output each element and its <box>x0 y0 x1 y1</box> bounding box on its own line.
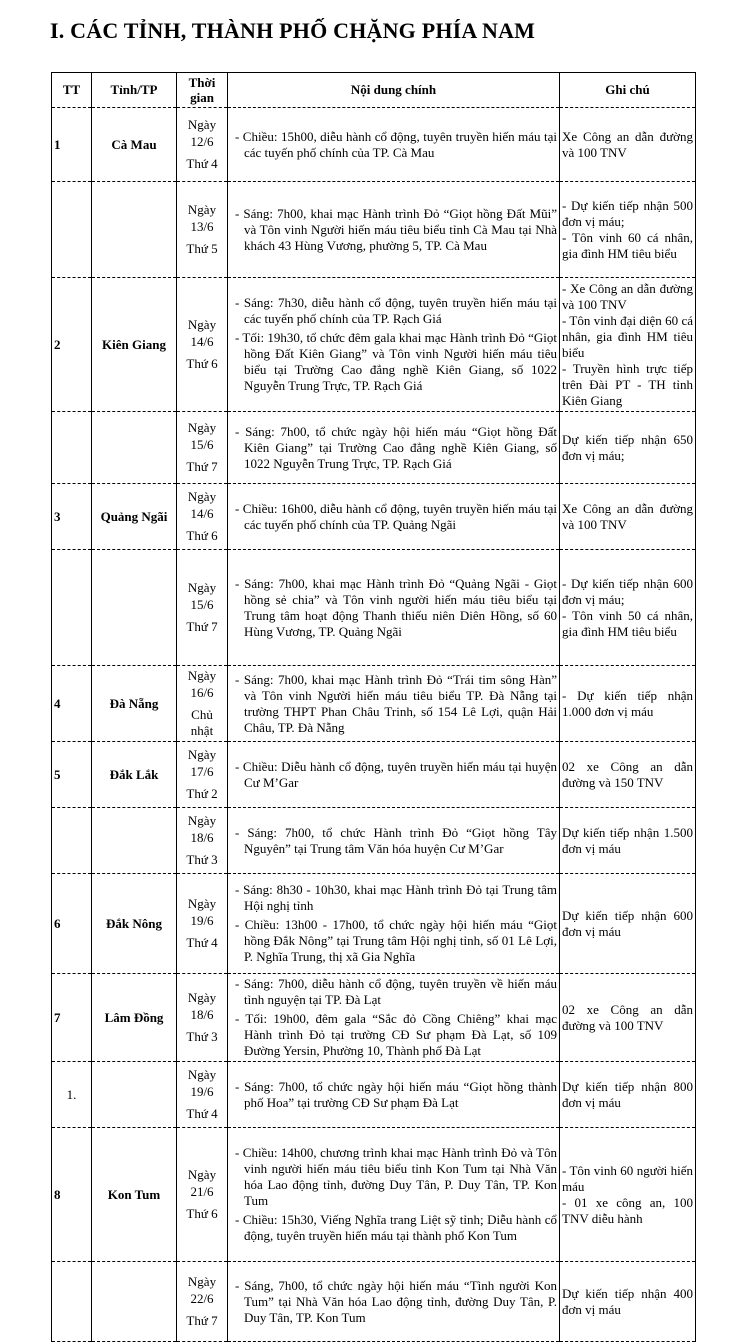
note-item: - Tôn vinh 60 cá nhân, gia đình HM tiêu biểu <box>562 229 693 261</box>
row-date-part: Ngày <box>187 1067 217 1082</box>
row-number <box>52 1262 92 1342</box>
row-time <box>177 1128 228 1262</box>
row-number: 7 <box>52 974 92 1062</box>
row-weekday: Thứ 7 <box>186 1313 218 1328</box>
row-date-part: 18/6 <box>190 1007 214 1022</box>
content-item: - Chiều: 13h00 - 17h00, tổ chức ngày hội hiến máu “Giọt hồng Đắk Nông” tại Trung tâm Hội nghị tỉnh, số 01 Lê Lợi, P. Nghĩa Trung, thị xã Gia Nghĩa <box>235 917 557 964</box>
row-province <box>92 412 177 484</box>
row-weekday: Thứ 5 <box>186 241 218 256</box>
row-date-part: 16/6 <box>190 685 214 700</box>
row-time <box>177 484 228 550</box>
note-item: 02 xe Công an dẫn đường và 150 TNV <box>562 758 693 790</box>
row-date-part: Ngày <box>187 896 217 911</box>
note-item: Xe Công an dẫn đường và 100 TNV <box>562 128 693 160</box>
row-number <box>52 412 92 484</box>
table-row <box>52 1062 696 1128</box>
row-time <box>177 874 228 974</box>
row-province: Đà Nẵng <box>92 666 177 742</box>
row-weekday: Thứ 6 <box>186 356 218 371</box>
row-number <box>52 182 92 278</box>
row-province <box>92 182 177 278</box>
note-item: - Tôn vinh 50 cá nhân, gia đình HM tiêu biểu <box>562 607 693 639</box>
note-item: Xe Công an dẫn đường và 100 TNV <box>562 500 693 532</box>
row-province: Kiên Giang <box>92 278 177 412</box>
row-date-part: Ngày <box>187 1167 217 1182</box>
row-date-part: 12/6 <box>190 134 214 149</box>
table-row <box>52 874 696 974</box>
row-weekday: Thứ 4 <box>186 1106 218 1121</box>
content-item: - Chiều: 14h00, chương trình khai mạc Hành trình Đỏ và Tôn vinh người hiến máu tiêu biểu tỉnh Kon Tum tại Nhà Văn hóa Lao động tỉnh, đường Duy Tân, P. Duy Tân, TP. Kon Tum <box>235 1145 557 1208</box>
note-item: - Tôn vinh 60 người hiến máu <box>562 1162 693 1194</box>
row-content <box>228 412 560 484</box>
row-time <box>177 666 228 742</box>
row-weekday: Thứ 2 <box>186 786 218 801</box>
table-row <box>52 1128 696 1262</box>
table-row <box>52 412 696 484</box>
row-time <box>177 974 228 1062</box>
content-item: - Sáng: 7h00, tổ chức ngày hội hiến máu “Giọt hồng thành phố Hoa” tại trường CĐ Sư phạm Đà Lạt <box>235 1078 557 1110</box>
row-weekday: Thứ 4 <box>186 935 218 950</box>
row-weekday: Thứ 3 <box>186 852 218 867</box>
note-item: - 01 xe công an, 100 TNV diễu hành <box>562 1194 693 1226</box>
row-time <box>177 1262 228 1342</box>
table-row <box>52 550 696 666</box>
row-date-part: Ngày <box>187 489 217 504</box>
note-item: 02 xe Công an dẫn đường và 100 TNV <box>562 1001 693 1033</box>
content-item: - Tối: 19h00, đêm gala “Sắc đỏ Cồng Chiêng” khai mạc Hành trình Đỏ tại trường CĐ Sư phạm Đà Lạt, số 109 Đường Yersin, Phường 10, Thành phố Đà Lạt <box>235 1011 557 1058</box>
row-number: 5 <box>52 742 92 808</box>
row-content <box>228 1128 560 1262</box>
row-time <box>177 412 228 484</box>
row-content <box>228 974 560 1062</box>
table-header-row <box>52 73 696 108</box>
table-body <box>52 108 696 1342</box>
note-item: Dự kiến tiếp nhận 1.500 đơn vị máu <box>562 824 693 856</box>
row-date-part: 18/6 <box>190 830 214 845</box>
row-time <box>177 808 228 874</box>
note-item: - Dự kiến tiếp nhận 600 đơn vị máu; <box>562 575 693 607</box>
row-date-part: Ngày <box>187 747 217 762</box>
table-row <box>52 742 696 808</box>
row-content <box>228 550 560 666</box>
content-item: - Tối: 19h30, tổ chức đêm gala khai mạc Hành trình Đỏ “Giọt hồng Đất Kiên Giang” và Tôn vinh Người hiến máu tiêu biểu tại Trường Cao đẳng nghề Kiên Giang, số 1022 Nguyễn Trung Trực, TP. Rạch Giá <box>235 330 557 393</box>
note-item: Dự kiến tiếp nhận 600 đơn vị máu <box>562 907 693 939</box>
row-time <box>177 182 228 278</box>
content-item: - Sáng: 7h00, diễu hành cổ động, tuyên truyền về hiến máu tình nguyện tại TP. Đà Lạt <box>235 976 557 1007</box>
row-content <box>228 808 560 874</box>
schedule-table <box>51 72 696 1342</box>
content-item: - Sáng: 7h00, khai mạc Hành trình Đỏ “Giọt hồng Đất Mũi” và Tôn vinh Người hiến máu tiêu biểu tỉnh Cà Mau tại Nhà khách 43 Hùng Vương, phường 5, TP. Cà Mau <box>235 205 557 253</box>
table-row <box>52 974 696 1062</box>
content-item: - Sáng: 7h00, tổ chức Hành trình Đỏ “Giọt hồng Tây Nguyên” tại Trung tâm Văn hóa huyện Cư M’Gar <box>235 824 557 856</box>
row-number <box>52 550 92 666</box>
note-item: - Dự kiến tiếp nhận 1.000 đơn vị máu <box>562 687 693 719</box>
row-note <box>560 666 696 742</box>
row-province <box>92 808 177 874</box>
note-item: - Dự kiến tiếp nhận 500 đơn vị máu; <box>562 197 693 229</box>
row-date-part: Ngày <box>187 813 217 828</box>
row-content <box>228 278 560 412</box>
row-content <box>228 484 560 550</box>
content-item: - Sáng: 7h00, khai mạc Hành trình Đỏ “Trái tim sông Hàn” và Tôn vinh Người hiến máu tiêu biểu TP. Đà Nẵng tại trường THPT Phan Châu Trinh, số 154 Lê Lợi, quận Hải Châu, TP. Đà Nẵng <box>235 671 557 735</box>
row-date-part: Ngày <box>187 1274 217 1289</box>
note-item: Dự kiến tiếp nhận 650 đơn vị máu; <box>562 431 693 463</box>
note-item: Dự kiến tiếp nhận 400 đơn vị máu <box>562 1285 693 1317</box>
header-tt: TT <box>52 73 92 108</box>
row-note <box>560 484 696 550</box>
row-number: 8 <box>52 1128 92 1262</box>
row-date-part: Ngày <box>187 317 217 332</box>
table-row <box>52 808 696 874</box>
row-date-part: 14/6 <box>190 334 214 349</box>
table-row <box>52 108 696 182</box>
row-number <box>52 808 92 874</box>
content-item: - Sáng: 8h30 - 10h30, khai mạc Hành trình Đỏ tại Trung tâm Hội nghị tỉnh <box>235 882 557 913</box>
row-date-part: 21/6 <box>190 1184 214 1199</box>
row-date-part: 14/6 <box>190 506 214 521</box>
row-province: Kon Tum <box>92 1128 177 1262</box>
note-item: - Tôn vinh đại diện 60 cá nhân, gia đình HM tiêu biểu <box>562 312 693 360</box>
row-weekday: Chủ nhật <box>190 707 214 738</box>
row-date-part: Ngày <box>187 117 217 132</box>
note-item: - Xe Công an dẫn đường và 100 TNV <box>562 280 693 312</box>
row-province <box>92 1262 177 1342</box>
row-note <box>560 1062 696 1128</box>
row-date-part: Ngày <box>187 420 217 435</box>
row-note <box>560 874 696 974</box>
row-date-part: Ngày <box>187 668 217 683</box>
row-number: 1. <box>52 1062 92 1128</box>
content-item: - Sáng: 7h00, tổ chức ngày hội hiến máu “Giọt hồng Đất Kiên Giang” tại Trường Cao đẳng nghề Kiên Giang, số 1022 Nguyễn Trung Trực, TP. Rạch Giá <box>235 423 557 471</box>
row-province: Quảng Ngãi <box>92 484 177 550</box>
row-date-part: 17/6 <box>190 764 214 779</box>
note-item: - Truyền hình trực tiếp trên Đài PT - TH tỉnh Kiên Giang <box>562 360 693 408</box>
row-content <box>228 1262 560 1342</box>
row-date-part: 19/6 <box>190 913 214 928</box>
header-content: Nội dung chính <box>228 73 560 108</box>
row-time <box>177 742 228 808</box>
row-date-part: 15/6 <box>190 597 214 612</box>
header-time: Thời gian <box>177 73 228 108</box>
row-note <box>560 1262 696 1342</box>
row-time <box>177 1062 228 1128</box>
row-content <box>228 182 560 278</box>
row-province: Lâm Đồng <box>92 974 177 1062</box>
row-province: Đắk Lắk <box>92 742 177 808</box>
row-weekday: Thứ 3 <box>186 1029 218 1044</box>
content-item: - Chiều: 15h00, diễu hành cổ động, tuyên truyền hiến máu tại các tuyến phố chính của TP. Cà Mau <box>235 128 557 160</box>
row-weekday: Thứ 4 <box>186 156 218 171</box>
content-item: - Chiều: 16h00, diễu hành cổ động, tuyên truyền hiến máu tại các tuyến phố chính của TP. Quảng Ngãi <box>235 500 557 532</box>
table-row <box>52 182 696 278</box>
row-number: 4 <box>52 666 92 742</box>
row-note <box>560 974 696 1062</box>
row-weekday: Thứ 7 <box>186 619 218 634</box>
table-row <box>52 484 696 550</box>
table-row <box>52 1262 696 1342</box>
row-note <box>560 108 696 182</box>
row-content <box>228 1062 560 1128</box>
row-province: Cà Mau <box>92 108 177 182</box>
row-note <box>560 550 696 666</box>
row-note <box>560 278 696 412</box>
row-date-part: Ngày <box>187 202 217 217</box>
note-item: Dự kiến tiếp nhận 800 đơn vị máu <box>562 1078 693 1110</box>
row-weekday: Thứ 6 <box>186 1206 218 1221</box>
header-province: Tỉnh/TP <box>92 73 177 108</box>
row-content <box>228 874 560 974</box>
row-date-part: Ngày <box>187 990 217 1005</box>
row-note <box>560 808 696 874</box>
row-date-part: Ngày <box>187 580 217 595</box>
row-content <box>228 742 560 808</box>
row-time <box>177 278 228 412</box>
row-date-part: 22/6 <box>190 1291 214 1306</box>
row-note <box>560 412 696 484</box>
row-number: 3 <box>52 484 92 550</box>
row-weekday: Thứ 7 <box>186 459 218 474</box>
header-note: Ghi chú <box>560 73 696 108</box>
row-date-part: 19/6 <box>190 1084 214 1099</box>
content-item: - Chiều: 15h30, Viếng Nghĩa trang Liệt sỹ tỉnh; Diễu hành cổ động, tuyên truyền hiến máu tại thành phố Kon Tum <box>235 1212 557 1243</box>
row-weekday: Thứ 6 <box>186 528 218 543</box>
row-note <box>560 742 696 808</box>
row-date-part: 13/6 <box>190 219 214 234</box>
row-number: 1 <box>52 108 92 182</box>
row-number: 6 <box>52 874 92 974</box>
page-title: I. CÁC TỈNH, THÀNH PHỐ CHẶNG PHÍA NAM <box>50 18 536 43</box>
row-note <box>560 182 696 278</box>
row-content <box>228 108 560 182</box>
row-time <box>177 108 228 182</box>
row-date-part: 15/6 <box>190 437 214 452</box>
row-number: 2 <box>52 278 92 412</box>
table-row <box>52 666 696 742</box>
row-province <box>92 550 177 666</box>
table-row <box>52 278 696 412</box>
content-item: - Chiều: Diễu hành cổ động, tuyên truyền hiến máu tại huyện Cư M’Gar <box>235 758 557 790</box>
row-content <box>228 666 560 742</box>
row-time <box>177 550 228 666</box>
content-item: - Sáng: 7h30, diễu hành cổ động, tuyên truyền hiến máu tại các tuyến phố chính của TP. Rạch Giá <box>235 295 557 326</box>
row-note <box>560 1128 696 1262</box>
content-item: - Sáng, 7h00, tổ chức ngày hội hiến máu “Tình người Kon Tum” tại Nhà Văn hóa Lao động tỉnh, đường Duy Tân, P. Duy Tân, TP. Kon Tum <box>235 1277 557 1325</box>
content-item: - Sáng: 7h00, khai mạc Hành trình Đỏ “Quảng Ngãi - Giọt hồng sẻ chia” và Tôn vinh người hiến máu tiêu biểu tại Trung tâm hoạt động Thanh thiếu niên Diên Hồng, số 60 Hùng Vương, TP. Quảng Ngãi <box>235 575 557 639</box>
row-province: Đắk Nông <box>92 874 177 974</box>
row-province <box>92 1062 177 1128</box>
